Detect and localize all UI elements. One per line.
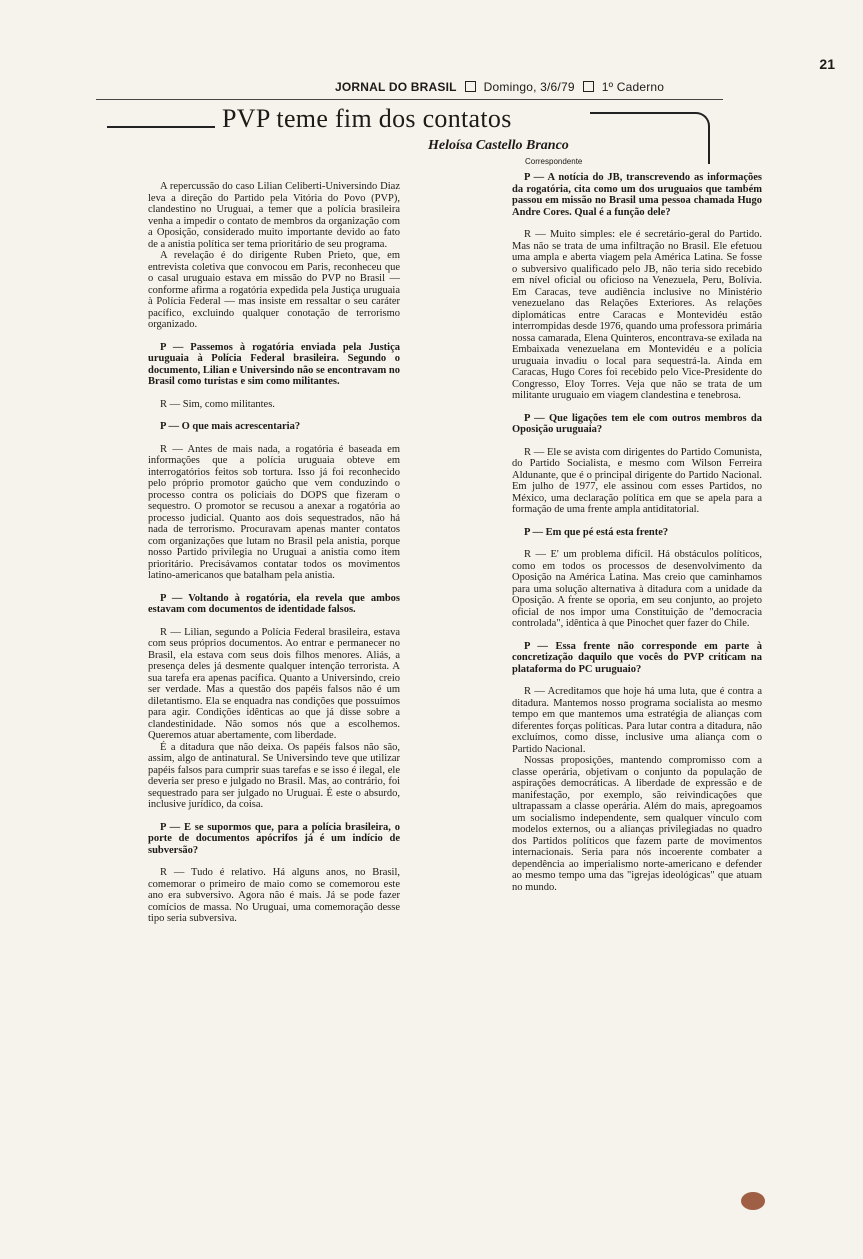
article-paragraph: A revelação é do dirigente Ruben Prieto, que, em entrevista coletiva que convocou em Paris, reconheceu que o casal uruguaio estava em missão do PVP no Brasil — conforme afirma a rogatória expedida pela Justiça uruguaia à Polícia Federal — mas insiste em ressaltar o seu caráter pacífico, excluindo qualquer conotação de terrorismo organizado.	[148, 250, 400, 330]
article-headline: PVP teme fim dos contatos	[222, 104, 512, 133]
article-paragraph: R — Ele se avista com dirigentes do Partido Comunista, do Partido Socialista, e mesmo com Wilson Ferreira Aldunante, que é o principal dirigente do Partido Nacional. Em julho de 1977, ele assinou com esses Partidos, no México, uma declaração política em que se apela para a formação de uma frente ampla antiditatorial.	[512, 446, 762, 515]
interview-question: P — Passemos à rogatória enviada pela Justiça uruguaia à Polícia Federal brasileira. Segundo o documento, Lilian e Universindo não se encontravam no Brasil como turistas e sim como militantes.	[148, 341, 401, 387]
article-paragraph: Nossas proposições, mantendo compromisso com a classe operária, objetivam o conjunto da população de aspirações democráticas. A liberdade de expressão e de manifestação, por exemplo, são reivindicações que ultrapassam a classe operária. Além do mais, apregoamos um socialismo independente, sem qualquer vínculo com modelos externos, ou a alianças privilegiadas no quadro dos Partidos políticos que fazem parte de movimentos internacionais. Seria para nós incoerente combater a dependência ao imperialismo norte-americano e defender ao mesmo tempo uma das "igrejas ideológicas" que atuam no mundo.	[512, 755, 762, 893]
article-paragraph: É a ditadura que não deixa. Os papéis falsos não são, assim, algo de antinatural. Se Universindo teve que utilizar papéis falsos para cumprir suas tarefas e se isso é ilegal, ele deveria ser preso e julgado no Brasil. Mas, ao contrário, foi sequestrado para ser julgado no Uruguai. É este o absurdo, inclusive jurídico, da coisa.	[148, 741, 400, 810]
interview-question: P — A notícia do JB, transcrevendo as informações da rogatória, cita como um dos uruguaios que também passou em missão no Brasil uma pessoa chamada Hugo Andre Cores. Qual é a função dele?	[512, 172, 762, 218]
newspaper-header	[335, 80, 664, 94]
interview-question: P — Essa frente não corresponde em parte à concretização daquilo que vocês do PVP criticam na plataforma do PC uruguaio?	[512, 640, 762, 675]
article-paragraph: R — Acreditamos que hoje há uma luta, que é contra a ditadura. Mantemos nosso programa socialista ao mesmo tempo em que mantemos uma estratégia de alianças com diferentes forças políticas. Para lutar contra a ditadura, não excluímos, como disse, inclusive uma aliança com o Partido Nacional.	[512, 686, 762, 755]
article-paragraph: R — Tudo é relativo. Há alguns anos, no Brasil, comemorar o primeiro de maio como se comemorou este ano era subversivo. Agora não é mais. Já se pode fazer comícios de massa. No Uruguai, uma comemoração desse tipo seria subversiva.	[148, 867, 400, 924]
article-byline: Heloísa Castello Branco	[428, 138, 569, 153]
header-rule	[96, 99, 723, 100]
article-paragraph: A repercussão do caso Lilian Celiberti-Universindo Diaz leva a direção do Partido pela Vitória do Povo (PVP), clandestino no Uruguai, a temer que a polícia brasileira venha a impedir o contato de membros da organização com a Oposição, considerado muito importante devido ao fato de a anistia política ser tema prioritário de seu programa.	[148, 181, 400, 250]
article-column-left	[148, 181, 400, 936]
paper-stain	[741, 1192, 765, 1210]
header-date: Domingo, 3/6/79	[483, 80, 575, 94]
separator-box-icon	[465, 81, 476, 92]
separator-box-icon	[583, 81, 594, 92]
headline-bracket	[590, 112, 710, 164]
interview-question: P — Em que pé está esta frente?	[524, 526, 669, 538]
interview-question: P — E se supormos que, para a polícia brasileira, o porte de documentos apócrifos já é um indício de subversão?	[148, 821, 400, 856]
newspaper-name: JORNAL DO BRASIL	[335, 80, 457, 94]
byline-role: Correspondente	[525, 157, 583, 166]
interview-question: P — O que mais acrescentaria?	[160, 421, 301, 432]
article-column-right	[512, 172, 762, 904]
article-paragraph: R — Lilian, segundo a Polícia Federal brasileira, estava com seus próprios documentos. Ao entrar e permanecer no Brasil, ela estava com seus dois filhos menores. Aliás, a presença deles já desmente qualquer intenção terrorista. A sua tarefa era apenas pacífica. Quanto a Universindo, creio ser verdade. Mas a questão dos papéis falsos não é um diletantismo. Ela se enquadra nas condições que possuímos para agir. Condições idênticas ao que já disse sobre a clandestinidade. Não somos nós que a escolhemos. Queremos atuar abertamente, com liberdade.	[148, 626, 400, 741]
headline-rule	[107, 126, 215, 128]
interview-question: P — Voltando à rogatória, ela revela que ambos estavam com documentos de identidade falsos.	[148, 592, 400, 615]
interview-question: P — Que ligações tem ele com outros membros da Oposição uruguaia?	[512, 412, 762, 435]
article-paragraph: R — Sim, como militantes.	[160, 398, 275, 410]
article-paragraph: R — Antes de mais nada, a rogatória é baseada em informações que a polícia uruguaia obteve em interrogatórios feitos sob tortura. Isso já foi reconhecido pelo próprio promotor gaúcho que vem conduzindo o processo contra os policiais do DOPS que fizeram o sequestro. O promotor se recusou a anexar a rogatória ao processo judicial. Quanto aos dois sequestrados, não há nada de terrorismo. Procuravam apenas manter contatos com organizações que lutam no Brasil pela anistia, porque nosso Partido privilegia no Uruguai a anistia como item prioritário. Precisávamos contatar todos os movimentos latino-americanos que batalham pela anistia.	[148, 443, 400, 581]
header-section: 1º Caderno	[601, 80, 665, 94]
page-number: 21	[819, 56, 835, 72]
article-paragraph: R — Muito simples: ele é secretário-geral do Partido. Mas não se trata de uma infiltração no Brasil. Ele efetuou uma ampla e aberta viagem pela América Latina. Se fosse o subversivo qualificado pelo JB, não teria sido recebido em nível oficial ou oficioso na Venezuela, Peru, Bolívia. Em Caracas, teve audiência inclusive no Ministério venezuelano das Relações Exteriores. As relações diplomáticas entre Caracas e Montevidéu estão interrompidas desde 1976, quando uma professora primária nossa camarada, Elena Quinteros, encontrava-se exilada na Embaixada venezuelana em Montevidéu e a polícia uruguaia invadiu o local para sequestrá-la. Ainda em Caracas, Hugo Cores foi recebido pelo Vice-Presidente do Congresso, Eloy Torres. Veja que não se trata de um militante uruguaio em viagem clandestina e tenebrosa.	[512, 229, 762, 401]
article-paragraph: R — E' um problema difícil. Há obstáculos políticos, como em todos os processos de desenvolvimento da Oposição na América Latina. Mas creio que caminhamos para uma solução alternativa à ditadura com a unidade da Oposição. A frente se oporia, em seu conjunto, ao projeto oficial de nos impor uma Constituição de "democracia controlada", idêntica à que Pinochet quer fazer do Chile.	[512, 549, 762, 629]
